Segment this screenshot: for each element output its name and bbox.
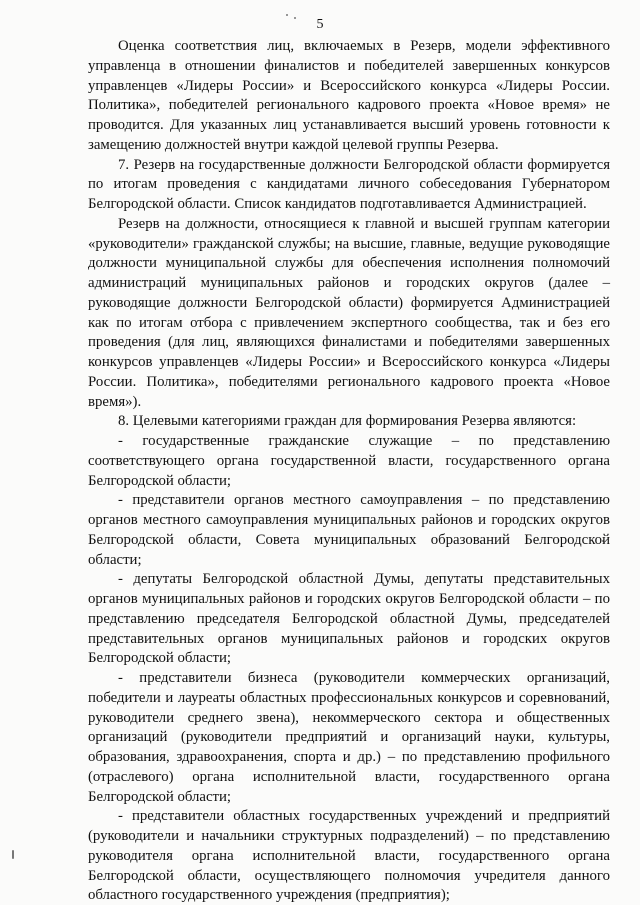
list-item-civil-servants: - государственные гражданские служащие – по представлению соответствующего органа государственной власти, государственного органа Белгородской области; (88, 433, 610, 489)
scan-speck (12, 850, 14, 859)
paragraph-management-reserve: Резерв на должности, относящиеся к главной и высшей группам категории «руководители» гражданской службы; на высшие, главные, ведущие руководящие должности муниципальной службы для обеспечения исполнения полномочий администраций муниципальных районов и городских округов (далее – руководящие должности Белгородской области) формируется Администрацией как по итогам отбора с привлечением экспертного сообщества, так и без его проведения (для лиц, являющихся финалистами и победителями завершенных конкурсов управленцев «Лидеры России» и Всероссийского конкурса «Лидеры России. Политика», победителями регионального кадрового проекта «Новое время»). (88, 215, 610, 410)
page-number: 5 (316, 17, 324, 32)
paragraph-assessment: Оценка соответствия лиц, включаемых в Резерв, модели эффективного управленца в отношении финалистов и победителей завершенных конкурсов управленцев «Лидеры России» и Всероссийского конкурса «Лидеры России. Политика», победителей регионального кадрового проекта «Новое время» не проводится. Для указанных лиц устанавливается высший уровень готовности к замещению должностей внутри каждой целевой группы Резерва. (88, 38, 610, 153)
list-item-business: - представители бизнеса (руководители коммерческих организаций, победители и лауреаты областных профессиональных конкурсов и соревнований, руководители среднего звена), некоммерческого сектора и общественных организаций (руководители предприятий и организаций науки, культуры, образования, здравоохранения, спорта и др.) – по представлению профильного (отраслевого) органа исполнительной власти, государственного органа Белгородской области; (88, 670, 610, 805)
list-item-deputies: - депутаты Белгородской областной Думы, депутаты представительных органов муниципальных районов и городских округов Белгородской области – по представлению председателя Белгородской областной Думы, председателей представительных органов муниципальных районов и городских округов Белгородской области; (88, 571, 610, 667)
document-body (88, 37, 610, 906)
scan-speck (286, 14, 288, 16)
paragraph-item-8: 8. Целевыми категориями граждан для формирования Резерва являются: (118, 413, 577, 430)
list-item-state-institutions: - представители областных государственных учреждений и предприятий (руководители и начальники структурных подразделений) – по представлению руководителя органа исполнительной власти, государственного органа Белгородской области, осуществляющего полномочия учредителя данного областного государственного учреждения (предприятия); (88, 808, 610, 904)
paragraph-item-7: 7. Резерв на государственные должности Белгородской области формируется по итогам проведения с кандидатами личного собеседования Губернатором Белгородской области. Список кандидатов подготавливается Администрацией. (88, 156, 610, 212)
list-item-local-government: - представители органов местного самоуправления – по представлению органов местного самоуправления муниципальных районов и городских округов Белгородской области, Совета муниципальных образований Белгородской области; (88, 492, 610, 568)
